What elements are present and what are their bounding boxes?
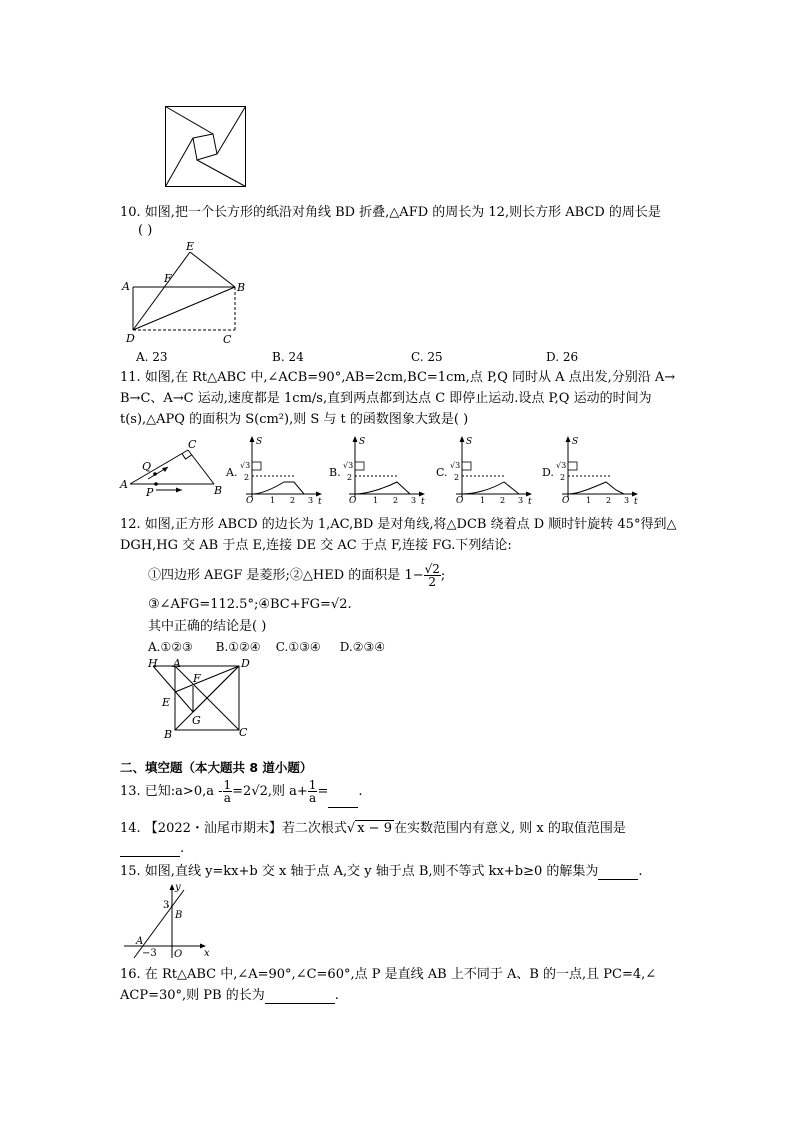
q11-graph-option-label: C. [436,466,448,479]
section-2-heading: 二、填空题（本大题共 8 道小题） [120,760,313,775]
q10-option-d[interactable]: D. 26 [546,350,579,364]
q11-axis-sqrt3: √3 [240,461,251,470]
q11-axis-2: 2 [454,473,460,482]
q15-text: 15. 如图,直线 y=kx+b 交 x 轴于点 A,交 y 轴于点 B,则不等式 kx+b≥0 的解集为 . [120,864,643,879]
q10-label-B: B [237,281,246,294]
q11-graph-option-b[interactable] [325,432,425,508]
q11-axis-s: S [256,437,263,447]
q15-label-O: O [174,949,183,960]
q11-axis-2x: 2 [500,496,506,505]
q11-axis-2: 2 [347,473,353,482]
q11-axis-t: t [421,497,425,507]
q11-line2: B→C、A→C 运动,速度都是 1cm/s,直到两点都到达点 C 即停止运动.设点 P,Q 运动的时间为 [120,391,652,406]
q10-label-E: E [186,240,195,253]
q12-line2: DGH,HG 交 AB 于点 E,连接 DE 交 AC 于点 F,连接 FG.下列结论: [120,538,512,553]
q11-axis-t: t [318,497,322,507]
q11-graph-option-a[interactable] [222,432,322,508]
q11-line3: t(s),△APQ 的面积为 S(cm²),则 S 与 t 的函数图象大致是( ) [120,412,469,427]
q11-axis-2: 2 [244,473,250,482]
q11-label-C: C [188,438,197,451]
q12-label-E: E [162,696,171,709]
q12-label-A: A [173,657,181,670]
q11-axis-2x: 2 [290,496,296,505]
q12-label-H: H [148,657,158,670]
q15-label-y: y [175,882,181,893]
q11-axis-1: 1 [586,496,592,505]
q11-axis-sqrt3: √3 [450,461,461,470]
q10-figure [120,242,245,347]
q10-label-C: C [223,333,232,346]
q11-axis-3: 3 [308,496,314,505]
q10-label-F: F [164,272,172,285]
q11-axis-s: S [466,437,473,447]
q11-axis-1: 1 [270,496,276,505]
q11-axis-t: t [634,497,638,507]
q15-label-A: A [136,936,144,947]
q14-radicand: x − 9 [357,821,392,836]
q12-label-C: C [239,726,248,739]
q13-fraction-1: $\frac{1}{a}$ [223,778,232,805]
q11-axis-s: S [359,437,366,447]
q11-axis-o: O [246,496,254,506]
q10-option-c[interactable]: C. 25 [411,350,443,364]
q12-line1: 12. 如图,正方形 ABCD 的边长为 1,AC,BD 是对角线,将△DCB 绕着点 D 顺时针旋转 45°得到△ [120,517,677,532]
q11-graph-option-label: D. [542,466,554,479]
q13-fraction-2: $\frac{1}{a}$ [308,778,317,805]
q11-axis-o: O [562,496,570,506]
q10-label-A: A [122,280,130,293]
q11-axis-2: 2 [560,473,566,482]
q12-conclusion-1-2: ①四边形 AEGF 是菱形;②△HED 的面积是 1− $\frac{√2}{2}$ ; [148,562,446,589]
q11-axis-1: 1 [373,496,379,505]
q10-label-D: D [126,332,135,345]
q11-graph-option-c[interactable] [432,432,532,508]
q12-prompt: 其中正确的结论是( ) [148,619,267,634]
q15-answer-blank[interactable] [598,865,638,880]
q11-axis-2x: 2 [393,496,399,505]
q16-line1: 16. 在 Rt△ABC 中,∠A=90°,∠C=60°,点 P 是直线 AB 上不同于 A、B 的一点,且 PC=4,∠ [120,967,657,982]
q15-label-3: 3 [163,900,170,911]
q12-c1-fraction: $\frac{√2}{2}$ [424,562,440,589]
q13-text: 13. 已知:a>0,a - $\frac{1}{a}$ =2√2,则 a+ $\frac{1}{a}$ = . [120,776,362,808]
q11-axis-o: O [456,496,464,506]
q10-option-b[interactable]: B. 24 [272,350,304,364]
q11-label-Q: Q [142,460,152,473]
q11-axis-sqrt3: √3 [343,461,354,470]
q10-option-a[interactable]: A. 23 [136,350,168,364]
q11-axis-3: 3 [518,496,524,505]
q10-answer-paren: ( ) [138,223,153,238]
q11-axis-3: 3 [624,496,630,505]
q11-axis-1: 1 [480,496,486,505]
q11-graph-option-label: A. [226,466,238,479]
q11-axis-t: t [528,497,532,507]
q11-graph-option-label: B. [329,466,341,479]
q11-axis-s: S [572,437,579,447]
q11-triangle-figure [118,438,226,498]
q13-answer-blank[interactable] [328,793,358,808]
q11-axis-sqrt3: √3 [556,461,567,470]
q11-axis-2x: 2 [606,496,612,505]
q11-line1: 11. 如图,在 Rt△ABC 中,∠ACB=90°,AB=2cm,BC=1cm,点 P,Q 同时从 A 点出发,分别沿 A→ [120,370,676,385]
q14-answer-blank[interactable] [120,842,180,857]
q11-label-P: P [146,486,154,499]
q15-label-neg3: −3 [142,948,157,959]
q12-c1-prefix: ①四边形 AEGF 是菱形;②△HED 的面积是 1− [148,568,424,583]
q12-label-G: G [192,714,201,727]
q11-label-A: A [120,478,128,491]
q12-options[interactable]: A.①②③ B.①②④ C.①③④ D.②③④ [148,640,385,654]
q12-figure [145,658,253,740]
q12-label-D: D [241,657,250,670]
q12-label-B: B [164,728,173,741]
q11-label-B: B [214,484,223,497]
q12-label-F: F [193,672,201,685]
q15-figure [120,880,216,962]
q16-answer-blank[interactable] [265,989,335,1004]
q11-axis-o: O [349,496,357,506]
q14-text: 14. 【2022・汕尾市期末】若二次根式√ x − 9 在实数范围内有意义, 则 x 的取值范围是 [120,821,626,836]
pinwheel-square-figure [165,106,247,188]
q16-line2: ACP=30°,则 PB 的长为 . [120,988,339,1003]
q11-graph-option-d[interactable] [538,432,638,508]
q12-conclusion-3-4: ③∠AFG=112.5°;④BC+FG=√2. [148,597,352,612]
q14-answer-line: . [120,841,184,857]
q15-label-B: B [175,910,183,921]
q11-axis-3: 3 [411,496,417,505]
q15-label-x: x [204,948,210,959]
q10-text: 10. 如图,把一个长方形的纸沿对角线 BD 折叠,△AFD 的周长为 12,则长方形 ABCD 的周长是 [120,205,661,220]
